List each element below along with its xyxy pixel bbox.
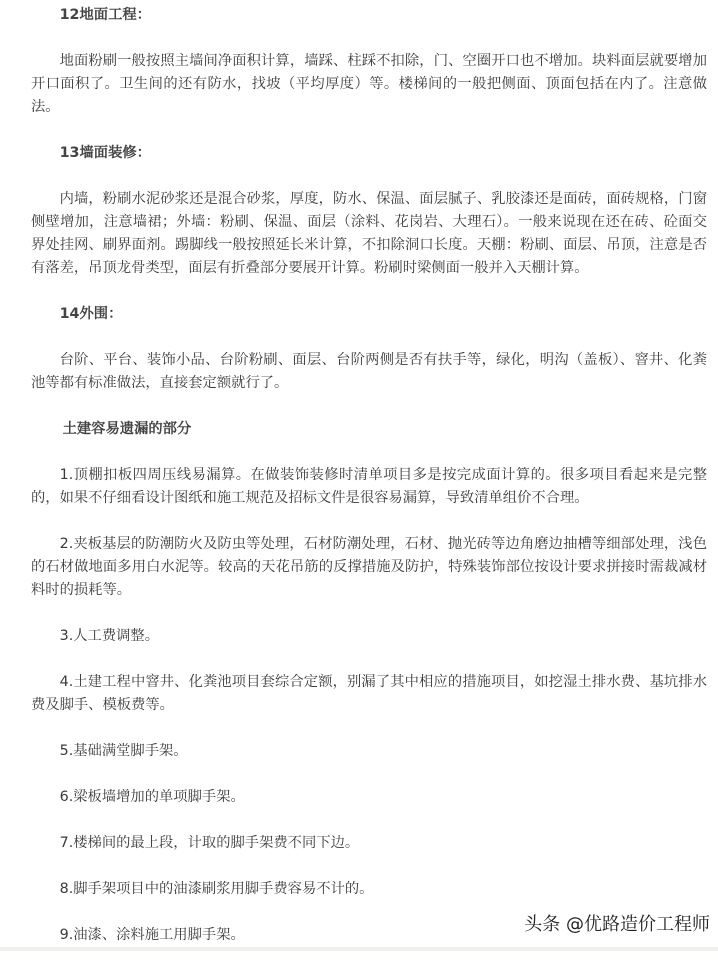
section-body-exterior: 台阶、平台、装饰小品、台阶粉刷、面层、台阶两侧是否有扶手等，绿化，明沟（盖板）、窨井、化粪池等都有标准做法，直接套定额就行了。 [31,352,707,391]
section-heading-floor: 12地面工程： [59,7,151,23]
omission-item: 3.人工费调整。 [59,628,160,644]
section-body-wall: 内墙，粉刷水泥砂浆还是混合砂浆，厚度，防水、保温、面层腻子、乳胶漆还是面砖，面砖规格，门窗侧壁增加，注意墙裙；外墙：粉刷、保温、面层（涂料、花岗岩、大理石）。一般来说现在还在砖、砼面交界处挂网、刷界面剂。踢脚线一般按照延长米计算，不扣除洞口长度。天棚：粉刷、面层、吊顶，注意是否有落差，吊顶龙骨类型，面层有折叠部分要展开计算。粉刷时梁侧面一般并入天棚计算。 [31,191,707,276]
section-heading-wall: 13墙面装修： [59,145,151,161]
omission-item: 4.土建工程中窨井、化粪池项目套综合定额，别漏了其中相应的措施项目，如挖湿土排水费、基坑排水费及脚手、模板费等。 [31,674,707,713]
source-watermark: 头条 @优路造价工程师 [524,914,710,935]
omission-item: 9.油漆、涂料施工用脚手架。 [59,927,245,943]
omission-item: 5.基础满堂脚手架。 [59,743,188,759]
omission-item: 1.顶棚扣板四周压线易漏算。在做装饰装修时清单项目多是按完成面计算的。很多项目看起来是完整的，如果不仔细看设计图纸和施工规范及招标文件是很容易漏算，导致清单组价不合理。 [31,467,707,506]
omission-item: 2.夹板基层的防潮防火及防虫等处理，石材防潮处理，石材、抛光砖等边角磨边抽槽等细部处理，浅色的石材做地面多用白水泥等。较高的天花吊筋的反撑措施及防护，特殊装饰部位按设计要求拼接时需裁减材料时的损耗等。 [31,536,707,598]
bottom-divider [0,947,718,951]
omission-item: 7.楼梯间的最上段，计取的脚手架费不同下边。 [59,835,360,851]
omission-item: 6.梁板墙增加的单项脚手架。 [59,789,245,805]
article-body [31,4,707,970]
omissions-heading: 土建容易遗漏的部分 [62,421,192,437]
omission-item: 8.脚手架项目中的油漆刷浆用脚手费容易不计的。 [59,881,374,897]
section-heading-exterior: 14外围： [59,306,123,322]
section-body-floor: 地面粉刷一般按照主墙间净面积计算，墙踩、柱踩不扣除，门、空圈开口也不增加。块料面层就要增加开口面积了。卫生间的还有防水，找坡（平均厚度）等。楼梯间的一般把侧面、顶面包括在内了。注意做法。 [31,53,707,115]
